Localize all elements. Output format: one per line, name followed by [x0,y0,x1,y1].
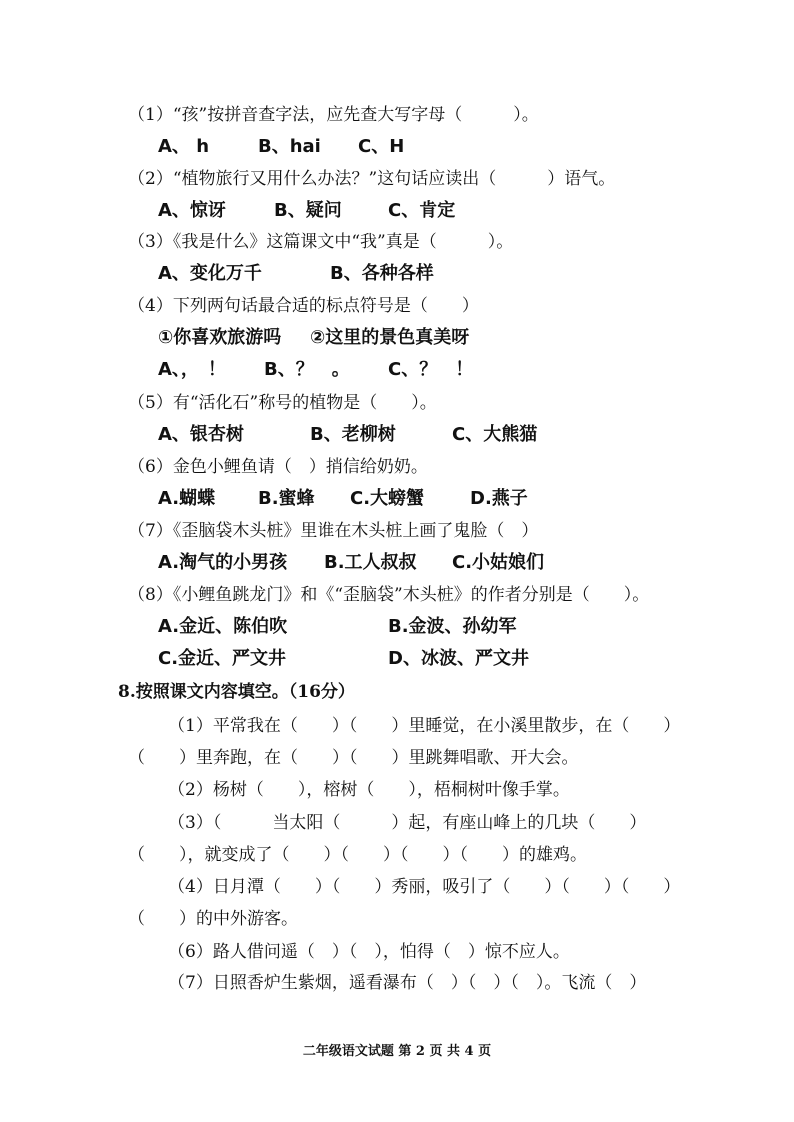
question-2-stem: （2）“植物旅行又用什么办法？”这句话应读出（ ）语气。 [128,169,616,189]
q5-option-c: C、大熊猫 [452,424,538,445]
q5-option-b: B、老柳树 [310,424,396,445]
q1-option-c: C、H [358,136,405,157]
fill-line: （4）日月潭（ ）（ ）秀丽，吸引了（ ）（ ）（ ） [168,877,681,897]
question-3-stem: （3）《我是什么》这篇课文中“我”真是（ ）。 [128,232,514,252]
question-8-stem: （8）《小鲤鱼跳龙门》和《“歪脑袋”木头桩》的作者分别是（ ）。 [128,585,650,605]
q6-option-c: C.大螃蟹 [350,488,425,509]
q6-option-b: B.蜜蜂 [258,488,315,509]
q7-option-b: B.工人叔叔 [324,552,417,573]
q2-option-b: B、疑问 [274,200,342,221]
section-8-title: 8.按照课文内容填空。（16分） [118,682,355,702]
q6-option-d: D.燕子 [470,488,528,509]
q4-sentence-2: ②这里的景色真美呀 [310,327,470,348]
q4-option-c: C、？ ！ [388,359,474,380]
q3-option-b: B、各种各样 [330,263,434,284]
q8-option-a: A.金近、陈伯吹 [158,616,288,637]
q1-option-b: B、hai [258,136,321,157]
fill-line: （7）日照香炉生紫烟，遥看瀑布（ ）（ ）（ ）。飞流（ ） [168,973,647,993]
q4-option-b: B、？ 。 [264,359,350,380]
question-1-stem: （1）“孩”按拼音查字法，应先查大写字母（ ）。 [128,105,539,125]
q3-option-a: A、变化万千 [158,263,262,284]
fill-line: （ ），就变成了（ ）（ ）（ ）（ ）的雄鸡。 [128,845,587,865]
question-4-stem: （4）下列两句话最合适的标点符号是（ ） [128,296,479,316]
fill-line: （1）平常我在（ ）（ ）里睡觉，在小溪里散步，在（ ） [168,716,681,736]
fill-line: （2）杨树（ ），榕树（ ），梧桐树叶像手掌。 [168,780,570,800]
q8-option-c: C.金近、严文井 [158,648,287,669]
question-6-stem: （6）金色小鲤鱼请（ ）捎信给奶奶。 [128,457,428,477]
q2-option-a: A、惊讶 [158,200,226,221]
question-7-stem: （7）《歪脑袋木头桩》里谁在木头桩上画了鬼脸（ ） [128,521,539,541]
q1-option-a: A、 h [158,136,210,157]
q7-option-c: C.小姑娘们 [452,552,545,573]
fill-line: （ ）的中外游客。 [128,909,298,929]
q4-sentence-1: ①你喜欢旅游吗 [158,327,282,348]
fill-line: （ ）里奔跑，在（ ）（ ）里跳舞唱歌、开大会。 [128,748,579,768]
question-5-stem: （5）有“活化石”称号的植物是（ ）。 [128,393,437,413]
q8-option-b: B.金波、孙幼军 [388,616,517,637]
q5-option-a: A、银杏树 [158,424,244,445]
page-footer: 二年级语文试题 第 2 页 共 4 页 [302,1044,492,1059]
q7-option-a: A.淘气的小男孩 [158,552,288,573]
fill-line: （6）路人借问遥（ ）（ ），怕得（ ）惊不应人。 [168,942,570,962]
q2-option-c: C、肯定 [388,200,456,221]
q4-option-a: A、， ！ [158,359,226,380]
fill-line: （3）（ 当太阳（ ）起，有座山峰上的几块（ ） [168,813,647,833]
q6-option-a: A.蝴蝶 [158,488,216,509]
q8-option-d: D、冰波、严文井 [388,648,529,669]
